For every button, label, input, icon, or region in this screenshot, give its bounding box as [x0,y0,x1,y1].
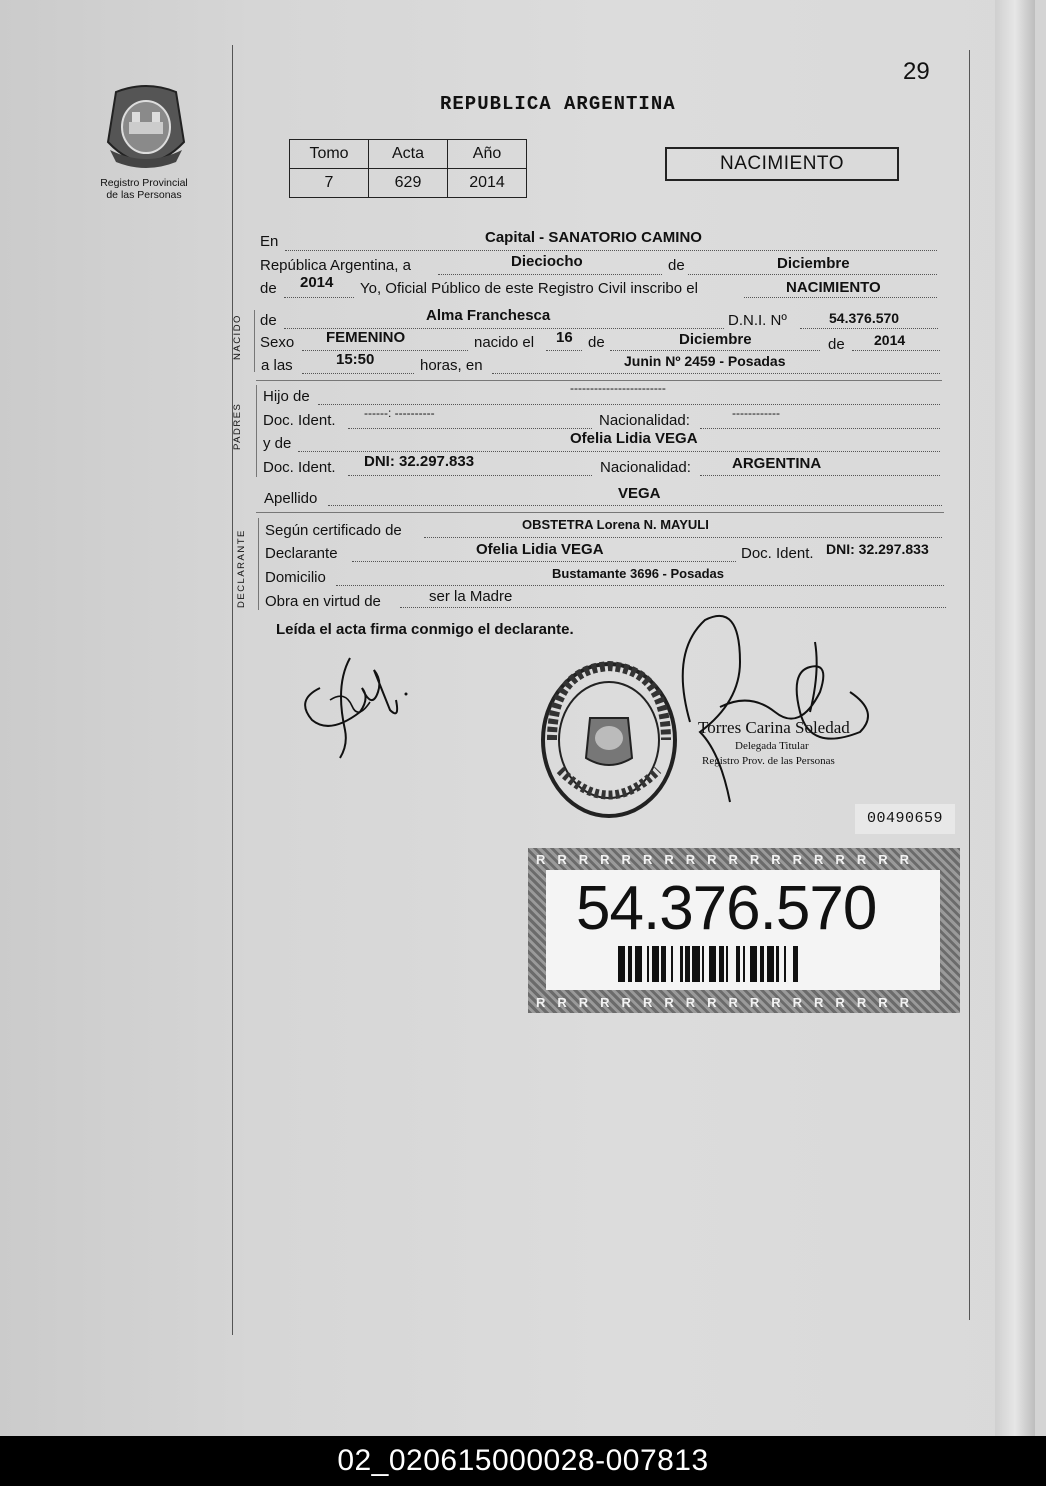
value-tomo: 7 [290,169,369,198]
page-edge-shadow [995,0,1035,1436]
barcode-bar [793,946,798,982]
doc2-dotline [348,475,592,476]
leida-text: Leída el acta firma conmigo el declarante. [276,621,574,638]
nacido-de3-label: de [828,336,845,353]
nacido-el-label: nacido el [474,334,535,351]
doc2-value: DNI: 32.297.833 [364,453,475,470]
dom-value: Bustamante 3696 - Posadas [552,566,724,581]
day-dotline [438,274,662,275]
birth-year-value: 2014 [874,332,906,348]
barcode-bar [760,946,765,982]
barcode-bar [635,946,642,982]
obra-value: ser la Madre [429,588,513,605]
official-role: Delegada Titular [735,740,809,752]
dni-label-inner [546,870,940,990]
value-ano: 2014 [448,169,527,198]
sexo-label: Sexo [260,334,295,351]
official-signature [680,612,880,812]
day-value: Dieciocho [511,253,583,270]
dni-value: 54.376.570 [829,310,900,326]
birth-day-dotline [546,350,582,351]
inscribo-dotline [744,297,937,298]
cert-dotline [424,537,942,538]
doc1-dotline [348,428,592,429]
birth-month-dotline [610,350,820,351]
nac1-value: ------------ [732,406,780,420]
de2-label: de [260,280,277,297]
barcode-bar [671,946,673,982]
decl-label: Declarante [265,545,338,562]
header-acta: Acta [369,140,448,169]
barcode-bar [743,946,745,982]
barcode-bar [628,946,633,982]
padres-section-label: PADRES [232,402,243,450]
decl-value: Ofelia Lidia VEGA [476,541,604,558]
barcode-bar [680,946,682,982]
nacido-section-label: NACIDO [232,314,243,360]
en-value: Capital - SANATORIO CAMINO [485,229,702,246]
official-name: Torres Carina Soledad [698,718,850,737]
doc1-value: ------: ---------- [364,406,435,420]
value-acta: 629 [369,169,448,198]
dni-label-number: 54.376.570 [576,874,877,943]
barcode-bar [685,946,690,982]
dni-label: D.N.I. Nº [728,312,787,329]
serial-sticker: 00490659 [855,804,955,834]
dni-barcode-label [528,848,960,1013]
decl-doc-label: Doc. Ident. [741,545,814,562]
alas-label: a las [261,357,293,374]
doc2-label: Doc. Ident. [263,459,336,476]
apellido-dotline [328,505,942,506]
r-pattern-top: RRRRRRRRRRRRRRRRRR [536,852,921,867]
declarante-section-label: DECLARANTE [236,529,247,608]
apellido-label: Apellido [264,490,318,507]
birth-year-dotline [852,350,940,351]
page-number: 29 [903,58,930,85]
header-ano: Año [448,140,527,169]
barcode-bar [647,946,649,982]
record-type-box: NACIMIENTO [665,147,899,181]
child-name-value: Alma Franchesca [426,307,551,324]
nac1-label: Nacionalidad: [599,412,690,429]
nac2-value: ARGENTINA [732,455,822,472]
barcode-bar [776,946,778,982]
mother-value: Ofelia Lidia VEGA [570,430,698,447]
doc1-label: Doc. Ident. [263,412,336,429]
nac2-label: Nacionalidad: [600,459,691,476]
barcode-bar [767,946,774,982]
official-round-stamp [538,660,680,820]
sexo-dotline [302,350,468,351]
barcode-bar [661,946,666,982]
nacido-divider [254,310,255,372]
right-margin-line [969,50,970,1320]
nacido-de2-label: de [588,334,605,351]
footer-identifier: 02_020615000028-007813 [0,1436,1046,1486]
birth-day-value: 16 [556,329,573,346]
dni-dotline [800,328,938,329]
nacido-de-label: de [260,312,277,329]
document-title: REPUBLICA ARGENTINA [440,93,676,115]
nac2-dotline [700,475,940,476]
logo-caption-line2: de las Personas [106,189,182,201]
hijo-label: Hijo de [263,388,310,405]
yde-label: y de [263,435,292,452]
de-label: de [668,257,685,274]
en-dotline [285,250,937,251]
birth-month-value: Diciembre [679,331,752,348]
year-dotline [284,297,354,298]
dom-label: Domicilio [265,569,326,586]
place-dotline [492,373,940,374]
nac1-dotline [700,428,940,429]
barcode [618,946,898,982]
left-margin-line [232,45,233,1335]
decl-dotline [352,561,736,562]
barcode-bar [709,946,716,982]
inscribo-value: NACIMIENTO [786,279,881,296]
horas-label: horas, en [420,357,483,374]
declarante-divider [258,518,259,610]
decl-doc-value: DNI: 32.297.833 [826,541,929,557]
hijo-value: ------------------------ [570,381,666,395]
barcode-bar [692,946,699,982]
month-value: Diciembre [777,255,850,272]
logo-caption-line1: Registro Provincial [100,177,188,189]
year-value: 2014 [300,274,334,291]
barcode-bar [736,946,741,982]
place-value: Junin Nº 2459 - Posadas [624,353,786,369]
en-label: En [260,233,279,250]
republica-label: República Argentina, a [260,257,411,274]
sexo-value: FEMENINO [326,329,406,346]
time-value: 15:50 [336,351,375,368]
apellido-value: VEGA [618,485,661,502]
apellido-separator [256,512,944,513]
dom-dotline [336,585,944,586]
obra-dotline [400,607,946,608]
barcode-bar [750,946,757,982]
cert-value: OBSTETRA Lorena N. MAYULI [522,517,709,532]
header-tomo: Tomo [290,140,369,169]
barcode-bar [618,946,625,982]
barcode-bar [726,946,728,982]
padres-divider [256,385,257,477]
official-office: Registro Prov. de las Personas [702,755,835,767]
barcode-bar [784,946,786,982]
barcode-bar [652,946,659,982]
barcode-bar [719,946,724,982]
time-dotline [302,373,414,374]
declarant-signature [290,640,420,760]
r-pattern-bottom: RRRRRRRRRRRRRRRRRR [536,995,921,1010]
month-dotline [688,274,937,275]
barcode-bar [702,946,704,982]
obra-label: Obra en virtud de [265,593,381,610]
cert-label: Según certificado de [265,522,402,539]
mother-dotline [298,451,940,452]
record-table [289,139,527,198]
hijo-dotline [318,404,940,405]
logo-caption [84,177,204,201]
official-text: Yo, Oficial Público de este Registro Civil inscribo el [360,280,698,297]
